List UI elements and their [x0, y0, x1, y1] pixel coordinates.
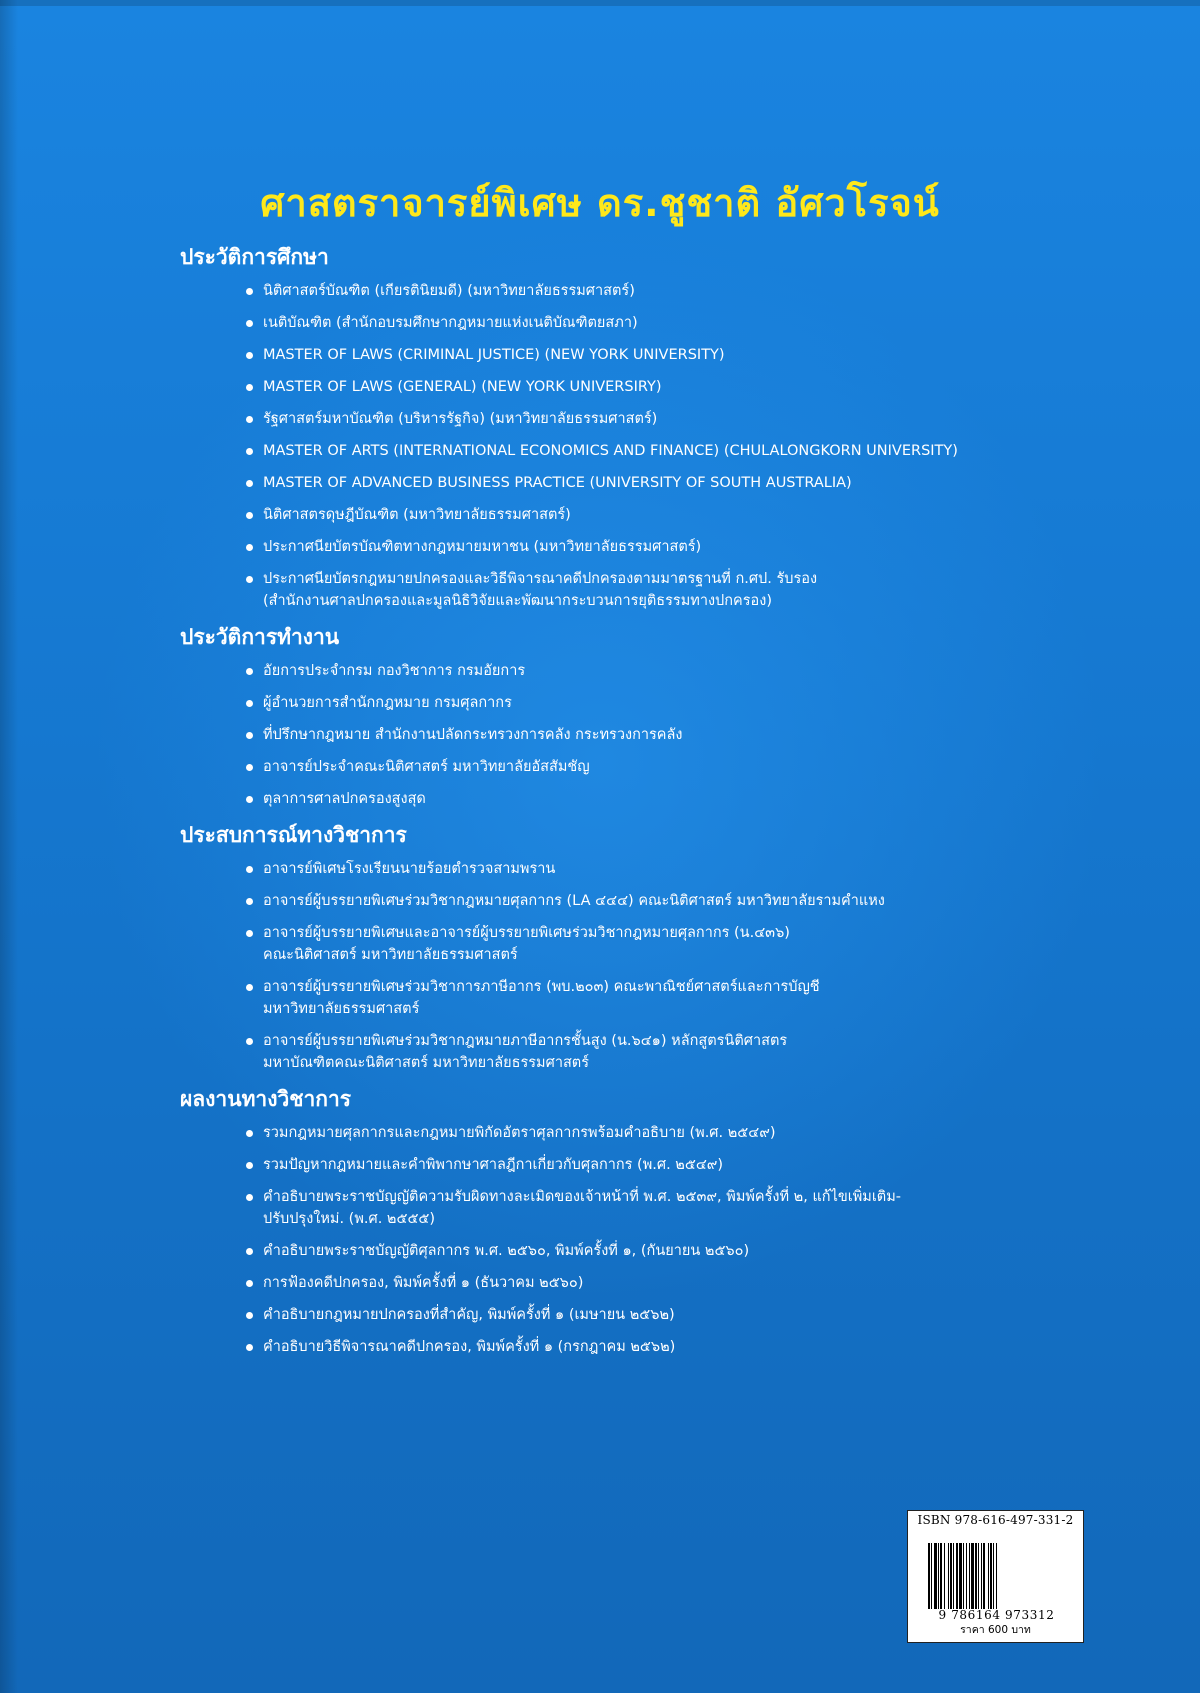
section-academic-experience — [180, 820, 1180, 1074]
list-item — [246, 280, 1180, 302]
item-text: คำอธิบายพระราชบัญญัติความรับผิดทางละเมิดของเจ้าหน้าที่ พ.ศ. ๒๕๓๙, พิมพ์ครั้งที่ ๒, แก้ไขเพิ่มเติม- — [263, 1189, 902, 1205]
price-label: ราคา 600 บาท — [960, 1624, 1031, 1636]
isbn-text: ISBN 978-616-497-331-2 — [917, 1513, 1074, 1527]
list-item — [246, 1240, 1180, 1262]
barcode-bar — [997, 1543, 1000, 1609]
list-item — [246, 504, 1180, 526]
list-item — [246, 1336, 1180, 1358]
list-item — [246, 692, 1180, 714]
item-text: คำอธิบายกฎหมายปกครองที่สำคัญ, พิมพ์ครั้งที่ ๑ (เมษายน ๒๕๖๒) — [263, 1307, 675, 1323]
list-item — [246, 1272, 1180, 1294]
item-text-continued: (สำนักงานศาลปกครองและมูลนิธิวิจัยและพัฒนากระบวนการยุติธรรมทางปกครอง) — [263, 593, 772, 609]
item-text: คำอธิบายพระราชบัญญัติศุลกากร พ.ศ. ๒๕๖๐, พิมพ์ครั้งที่ ๑, (กันยายน ๒๕๖๐) — [263, 1243, 750, 1259]
item-text: MASTER OF ADVANCED BUSINESS PRACTICE (UNIVERSITY OF SOUTH AUSTRALIA) — [263, 475, 852, 491]
item-text: MASTER OF ARTS (INTERNATIONAL ECONOMICS AND FINANCE) (CHULALONGKORN UNIVERSITY) — [263, 443, 958, 459]
item-text: การฟ้องคดีปกครอง, พิมพ์ครั้งที่ ๑ (ธันวาคม ๒๕๖๐) — [263, 1275, 584, 1291]
spine-shadow — [0, 0, 18, 1693]
list-item — [246, 440, 1180, 462]
author-title: ศาสตราจารย์พิเศษ ดร.ชูชาติ อัศวโรจน์ — [260, 181, 940, 225]
item-text: รวมปัญหากฎหมายและคำพิพากษาศาลฎีกาเกี่ยวกับศุลกากร (พ.ศ. ๒๕๔๙) — [263, 1157, 724, 1173]
item-text: รัฐศาสตร์มหาบัณฑิต (บริหารรัฐกิจ) (มหาวิทยาลัยธรรมศาสตร์) — [263, 411, 658, 427]
list-item — [246, 724, 1180, 746]
biography-content — [180, 242, 1180, 1368]
item-text: รวมกฎหมายศุลกากรและกฎหมายพิกัดอัตราศุลกากรพร้อมคำอธิบาย (พ.ศ. ๒๕๔๙) — [263, 1125, 776, 1141]
item-text-continued: คณะนิติศาสตร์ มหาวิทยาลัยธรรมศาสตร์ — [263, 947, 518, 963]
list-item — [246, 1304, 1180, 1326]
list-item — [246, 756, 1180, 778]
list-item — [246, 312, 1180, 334]
item-text: MASTER OF LAWS (GENERAL) (NEW YORK UNIVERSIRY) — [263, 379, 662, 395]
item-text: ประกาศนียบัตรกฎหมายปกครองและวิธีพิจารณาคดีปกครองตามมาตรฐานที่ ก.ศป. รับรอง — [263, 571, 818, 587]
item-text: อาจารย์ผู้บรรยายพิเศษร่วมวิชากฎหมายศุลกากร (LA ๔๔๔) คณะนิติศาสตร์ มหาวิทยาลัยรามคำแหง — [263, 893, 885, 909]
list-item — [246, 858, 1180, 880]
item-text: อาจารย์ผู้บรรยายพิเศษร่วมวิชาการภาษีอากร (พบ.๒๐๓) คณะพาณิชย์ศาสตร์และการบัญชี — [263, 979, 820, 995]
item-text: อัยการประจำกรม กองวิชาการ กรมอัยการ — [263, 663, 526, 679]
item-text: นิติศาสตร์บัณฑิต (เกียรตินิยมดี) (มหาวิทยาลัยธรรมศาสตร์) — [263, 283, 635, 299]
list-item — [246, 890, 1180, 912]
item-text: คำอธิบายวิธีพิจารณาคดีปกครอง, พิมพ์ครั้งที่ ๑ (กรกฎาคม ๒๕๖๒) — [263, 1339, 676, 1355]
item-text: อาจารย์ผู้บรรยายพิเศษร่วมวิชากฎหมายภาษีอากรชั้นสูง (น.๖๔๑) หลักสูตรนิติศาสตร — [263, 1033, 788, 1049]
list-item — [246, 472, 1180, 494]
list-item — [246, 922, 1180, 966]
barcode-icon — [928, 1543, 1078, 1609]
list-item — [246, 1154, 1180, 1176]
item-text: อาจารย์ประจำคณะนิติศาสตร์ มหาวิทยาลัยอัสสัมชัญ — [263, 759, 590, 775]
work-history-list — [180, 660, 1180, 810]
academic-experience-list — [180, 858, 1180, 1074]
item-text-continued: ปรับปรุงใหม่. (พ.ศ. ๒๕๕๕) — [263, 1211, 436, 1227]
section-academic-works — [180, 1084, 1180, 1358]
item-text: เนติบัณฑิต (สำนักอบรมศึกษากฎหมายแห่งเนติบัณฑิตยสภา) — [263, 315, 638, 331]
item-text: MASTER OF LAWS (CRIMINAL JUSTICE) (NEW YORK UNIVERSITY) — [263, 347, 725, 363]
item-text: ผู้อำนวยการสำนักกฎหมาย กรมศุลกากร — [263, 695, 512, 711]
item-text: อาจารย์ผู้บรรยายพิเศษและอาจารย์ผู้บรรยายพิเศษร่วมวิชากฎหมายศุลกากร (น.๔๓๖) — [263, 925, 790, 941]
list-item — [246, 568, 1180, 612]
barcode-digits: 9 786164 973312 — [938, 1608, 1055, 1622]
item-text: อาจารย์พิเศษโรงเรียนนายร้อยตำรวจสามพราน — [263, 861, 556, 877]
list-item — [246, 660, 1180, 682]
education-list — [180, 280, 1180, 612]
section-heading: ประวัติการทำงาน — [180, 625, 340, 649]
item-text: ที่ปรึกษากฎหมาย สำนักงานปลัดกระทรวงการคลัง กระทรวงการคลัง — [263, 727, 683, 743]
list-item — [246, 1122, 1180, 1144]
list-item — [246, 976, 1180, 1020]
list-item — [246, 376, 1180, 398]
section-heading: ผลงานทางวิชาการ — [180, 1087, 352, 1111]
section-heading: ประวัติการศึกษา — [180, 245, 329, 269]
item-text-continued: มหาวิทยาลัยธรรมศาสตร์ — [263, 1001, 420, 1017]
academic-works-list — [180, 1122, 1180, 1358]
list-item — [246, 1186, 1180, 1230]
list-item — [246, 344, 1180, 366]
list-item — [246, 788, 1180, 810]
isbn-barcode-label — [907, 1510, 1084, 1643]
section-education — [180, 242, 1180, 612]
item-text-continued: มหาบัณฑิตคณะนิติศาสตร์ มหาวิทยาลัยธรรมศาสตร์ — [263, 1055, 590, 1071]
item-text: ตุลาการศาลปกครองสูงสุด — [263, 791, 426, 807]
list-item — [246, 408, 1180, 430]
list-item — [246, 1030, 1180, 1074]
section-heading: ประสบการณ์ทางวิชาการ — [180, 823, 407, 847]
item-text: ประกาศนียบัตรบัณฑิตทางกฎหมายมหาชน (มหาวิทยาลัยธรรมศาสตร์) — [263, 539, 702, 555]
section-work-history — [180, 622, 1180, 810]
item-text: นิติศาสตรดุษฎีบัณฑิต (มหาวิทยาลัยธรรมศาสตร์) — [263, 507, 571, 523]
list-item — [246, 536, 1180, 558]
top-edge — [0, 0, 1200, 6]
